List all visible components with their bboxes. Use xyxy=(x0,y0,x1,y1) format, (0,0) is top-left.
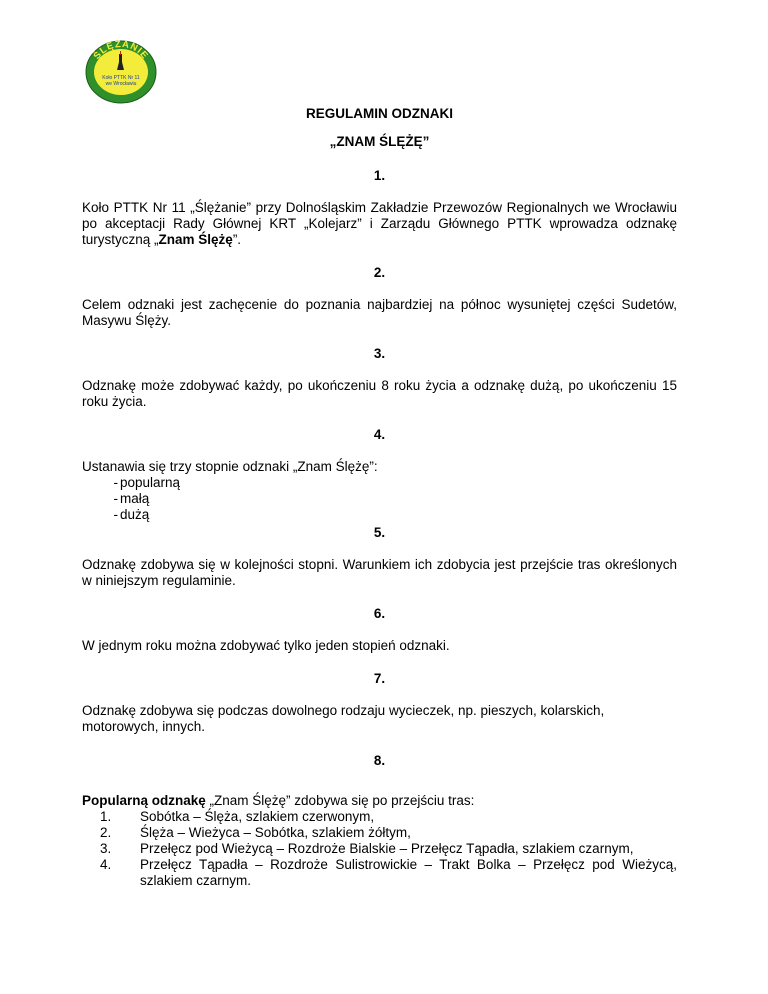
section-5-number: 5. xyxy=(373,525,386,540)
section-3-number: 3. xyxy=(373,346,386,361)
section-4-text: Ustanawia się trzy stopnie odznaki „Znam Ślężę”: xyxy=(82,459,378,474)
route-number: 3. xyxy=(100,841,112,856)
section-1-number: 1. xyxy=(373,168,386,183)
document-body xyxy=(82,106,677,889)
route-number: 1. xyxy=(100,809,112,824)
route-number: 2. xyxy=(100,825,112,840)
document-title: REGULAMIN ODZNAKI xyxy=(306,106,453,121)
section-8-intro xyxy=(82,793,677,809)
popular-badge-bold: Popularną odznakę xyxy=(82,793,206,808)
badge-levels-list xyxy=(82,475,677,523)
section-7-number: 7. xyxy=(373,671,386,686)
logo-inner-line2: we Wrocławiu xyxy=(105,81,137,87)
section-8-intro-rest: „Znam Ślężę” zdobywa się po przejściu tras: xyxy=(205,793,475,808)
list-item xyxy=(82,491,677,507)
route-text: Przełęcz pod Wieżycą – Rozdroże Bialskie – Przełęcz Tąpadła, szlakiem czarnym, xyxy=(140,841,634,856)
routes-list xyxy=(82,809,677,889)
section-6-number: 6. xyxy=(373,606,386,621)
route-text: Przełęcz Tąpadła – Rozdroże Sulistrowickie – Trakt Bolka – Przełęcz pod Wieżycą, szlakiem czarnym. xyxy=(140,857,677,888)
route-item xyxy=(82,857,677,889)
section-5-text: Odznakę zdobywa się w kolejności stopni. Warunkiem ich zdobycia jest przejście tras określonych w niniejszym regulaminie. xyxy=(82,557,677,588)
list-item xyxy=(82,475,677,491)
section-3-text: Odznakę może zdobywać każdy, po ukończeniu 8 roku życia a odznakę dużą, po ukończeniu 15 roku życia. xyxy=(82,378,677,409)
list-item xyxy=(82,507,677,523)
document-subtitle: „ZNAM ŚLĘŻĘ” xyxy=(329,134,430,149)
dash-marker: - xyxy=(113,507,118,522)
section-7-text: Odznakę zdobywa się podczas dowolnego rodzaju wycieczek, np. pieszych, kolarskich, motorowych, innych. xyxy=(82,703,605,734)
section-1-text xyxy=(82,200,677,248)
level-label: dużą xyxy=(120,507,150,522)
dash-marker: - xyxy=(113,491,118,506)
route-item xyxy=(82,825,677,841)
section-4-number: 4. xyxy=(373,427,386,442)
route-text: Ślęża – Wieżyca – Sobótka, szlakiem żółtym, xyxy=(140,825,411,840)
section-2-number: 2. xyxy=(373,265,386,280)
route-item xyxy=(82,841,677,857)
section-1-text-part: Koło PTTK Nr 11 „Ślężanie” przy Dolnośląskim Zakładzie Przewozów Regionalnych we Wrocławiu po akceptacji Rady Głównej KRT „Kolejarz” i Zarządu Głównego PTTK wprowadza odznakę turystyczną „ xyxy=(82,200,677,247)
route-text: Sobótka – Ślęża, szlakiem czerwonym, xyxy=(140,809,375,824)
level-label: popularną xyxy=(120,475,181,490)
club-logo xyxy=(84,40,158,104)
badge-name-bold: Znam Ślężę xyxy=(158,232,233,247)
logo-inner-line1: Koło PTTK Nr 11 xyxy=(102,75,140,81)
route-number: 4. xyxy=(100,857,112,872)
club-logo-image xyxy=(84,40,158,104)
dash-marker: - xyxy=(113,475,118,490)
route-item xyxy=(82,809,677,825)
section-1-text-end: ”. xyxy=(232,232,242,247)
section-6-text: W jednym roku można zdobywać tylko jeden stopień odznaki. xyxy=(82,638,450,653)
section-8-number: 8. xyxy=(373,753,386,768)
level-label: małą xyxy=(120,491,150,506)
logo-ring-text: ŚLĘŻANIE xyxy=(91,40,151,62)
section-2-text: Celem odznaki jest zachęcenie do poznania najbardziej na północ wysuniętej części Sudetów, Masywu Ślęży. xyxy=(82,297,677,328)
